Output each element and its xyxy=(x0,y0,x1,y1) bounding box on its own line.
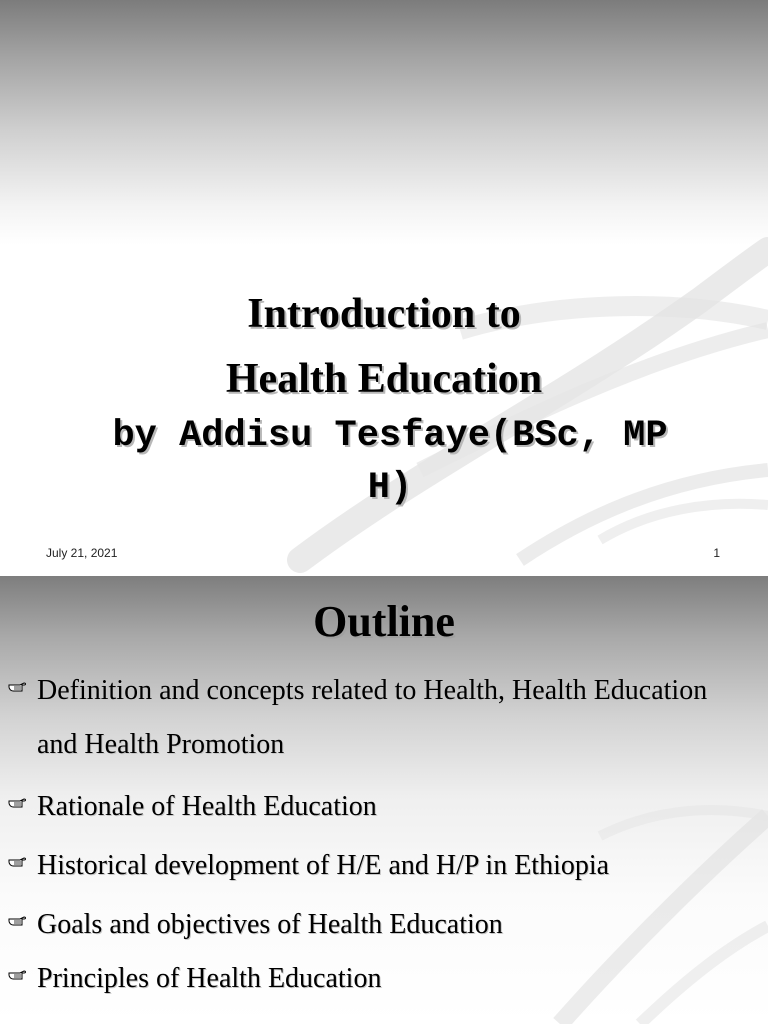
pointing-hand-icon xyxy=(8,798,28,810)
bullet-text: Definition and concepts related to Health, Health Education and Health Promotion xyxy=(37,675,708,760)
pointing-hand-icon xyxy=(8,682,28,694)
slide-subtitle: by Addisu Tesfaye(BSc, MP H) xyxy=(112,415,668,509)
footer-date: July 21, 2021 xyxy=(46,546,118,560)
pointing-hand-icon xyxy=(8,916,28,928)
slide-title-line-2: Health Education xyxy=(225,356,543,402)
pointing-hand-icon xyxy=(8,857,28,869)
slide-title-line-1: Introduction to xyxy=(247,291,521,337)
bullet-text: Goals and objectives of Health Education xyxy=(37,909,503,940)
bullet-text: Principles of Health Education xyxy=(37,963,382,994)
bullet-text: Historical development of H/E and H/P in Ethiopia xyxy=(37,850,610,881)
outline-slide xyxy=(0,576,768,1024)
pointing-hand-icon xyxy=(8,970,28,982)
bullet-text: Rationale of Health Education xyxy=(37,791,377,822)
slide-title: Outline xyxy=(313,597,455,646)
slide-number: 1 xyxy=(713,546,720,560)
